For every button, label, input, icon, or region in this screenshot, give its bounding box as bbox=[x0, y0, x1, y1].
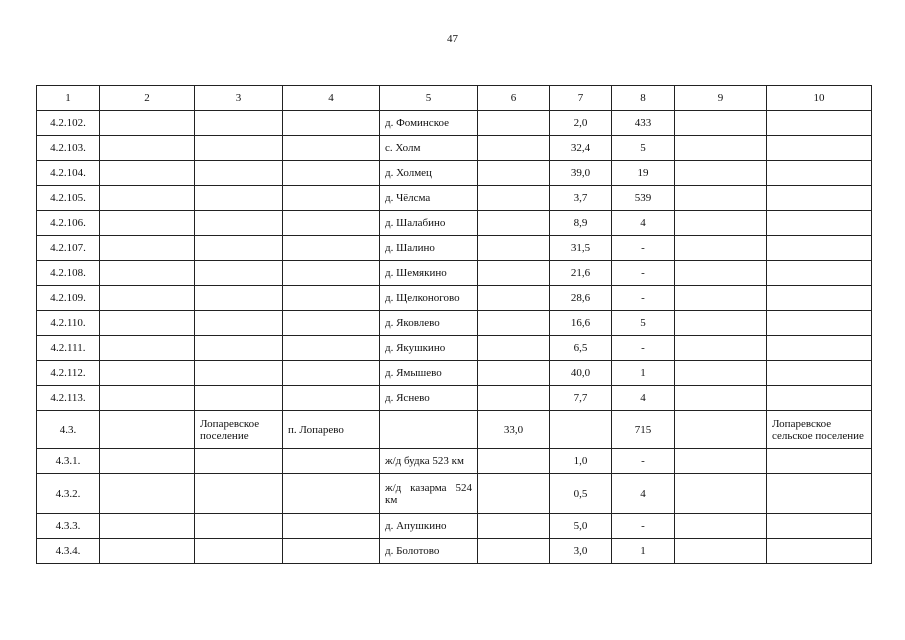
empty-cell bbox=[195, 286, 283, 311]
empty-cell bbox=[767, 539, 872, 564]
column-header: 10 bbox=[767, 86, 872, 111]
settlement-name bbox=[380, 539, 478, 564]
empty-cell bbox=[195, 186, 283, 211]
population-value: 1 bbox=[612, 539, 675, 564]
row-number: 4.2.111. bbox=[37, 336, 100, 361]
empty-cell bbox=[195, 236, 283, 261]
empty-cell bbox=[767, 449, 872, 474]
table-row bbox=[37, 236, 872, 261]
distance-value: 40,0 bbox=[550, 361, 612, 386]
empty-cell bbox=[100, 236, 195, 261]
distance-value: 2,0 bbox=[550, 111, 612, 136]
population-value: 4 bbox=[612, 386, 675, 411]
empty-cell bbox=[675, 539, 767, 564]
empty-cell bbox=[675, 186, 767, 211]
empty-cell bbox=[283, 286, 380, 311]
column-header: 3 bbox=[195, 86, 283, 111]
empty-cell bbox=[195, 386, 283, 411]
empty-cell bbox=[100, 539, 195, 564]
empty-cell bbox=[478, 111, 550, 136]
settlement-name-text: д. Апушкино bbox=[385, 520, 447, 532]
settlement-name bbox=[380, 336, 478, 361]
population-value: - bbox=[612, 261, 675, 286]
empty-cell bbox=[478, 186, 550, 211]
empty-cell bbox=[675, 311, 767, 336]
empty-cell bbox=[195, 311, 283, 336]
empty-cell bbox=[767, 336, 872, 361]
population-value: - bbox=[612, 449, 675, 474]
settlement-name-text: д. Ямышево bbox=[385, 367, 442, 379]
population-value: 539 bbox=[612, 186, 675, 211]
empty-cell bbox=[675, 261, 767, 286]
empty-cell bbox=[767, 211, 872, 236]
empty-cell bbox=[283, 514, 380, 539]
settlement-name bbox=[380, 449, 478, 474]
row-number: 4.2.107. bbox=[37, 236, 100, 261]
settlement-name-text: д. Яснево bbox=[385, 392, 430, 404]
column-header: 8 bbox=[612, 86, 675, 111]
row-number: 4.2.106. bbox=[37, 211, 100, 236]
settlement-authority: Лопаревское сельское поселение bbox=[767, 411, 872, 449]
column-header: 2 bbox=[100, 86, 195, 111]
settlement-name-text: с. Холм bbox=[385, 142, 421, 154]
population-value: 4 bbox=[612, 474, 675, 514]
table-row bbox=[37, 111, 872, 136]
empty-cell bbox=[100, 111, 195, 136]
table-row bbox=[37, 136, 872, 161]
table-row bbox=[37, 261, 872, 286]
empty-cell bbox=[478, 361, 550, 386]
settlement-name-text: д. Болотово bbox=[385, 545, 440, 557]
distance-value: 3,0 bbox=[550, 539, 612, 564]
settlement-name-text: ж/д будка 523 км bbox=[385, 455, 464, 467]
settlement-center: п. Лопарево bbox=[283, 411, 380, 449]
settlement-name bbox=[380, 186, 478, 211]
row-number: 4.3.4. bbox=[37, 539, 100, 564]
empty-cell bbox=[478, 336, 550, 361]
empty-cell bbox=[195, 336, 283, 361]
empty-cell bbox=[478, 211, 550, 236]
empty-cell bbox=[283, 186, 380, 211]
population-value: 5 bbox=[612, 136, 675, 161]
empty-cell bbox=[478, 514, 550, 539]
empty-cell bbox=[767, 261, 872, 286]
empty-cell bbox=[478, 539, 550, 564]
empty-cell bbox=[675, 514, 767, 539]
empty-cell bbox=[100, 136, 195, 161]
empty-cell bbox=[675, 336, 767, 361]
settlement-name bbox=[380, 136, 478, 161]
population-value: 715 bbox=[612, 411, 675, 449]
column-header: 1 bbox=[37, 86, 100, 111]
settlement-name bbox=[380, 161, 478, 186]
empty-cell bbox=[195, 136, 283, 161]
table-row bbox=[37, 186, 872, 211]
distance-value: 7,7 bbox=[550, 386, 612, 411]
table-row bbox=[37, 361, 872, 386]
row-number: 4.2.105. bbox=[37, 186, 100, 211]
distance-value: 31,5 bbox=[550, 236, 612, 261]
distance-value: 39,0 bbox=[550, 161, 612, 186]
column-header: 6 bbox=[478, 86, 550, 111]
settlement-name bbox=[380, 261, 478, 286]
settlement-name-text: д. Яковлево bbox=[385, 317, 440, 329]
table-row bbox=[37, 386, 872, 411]
distance-value: 0,5 bbox=[550, 474, 612, 514]
row-number: 4.3.2. bbox=[37, 474, 100, 514]
settlement-name bbox=[380, 311, 478, 336]
page-number: 47 bbox=[447, 33, 458, 45]
row-number: 4.2.109. bbox=[37, 286, 100, 311]
empty-cell bbox=[195, 539, 283, 564]
empty-cell bbox=[478, 286, 550, 311]
distance-value: 3,7 bbox=[550, 186, 612, 211]
column-header: 7 bbox=[550, 86, 612, 111]
table-header-row bbox=[37, 86, 872, 111]
settlement-name-text: д. Шалабино bbox=[385, 217, 446, 229]
empty-cell bbox=[478, 161, 550, 186]
distance-value: 32,4 bbox=[550, 136, 612, 161]
settlement-name bbox=[380, 211, 478, 236]
row-number: 4.2.112. bbox=[37, 361, 100, 386]
row-number: 4.2.113. bbox=[37, 386, 100, 411]
settlement-name bbox=[380, 361, 478, 386]
population-value: 5 bbox=[612, 311, 675, 336]
column-header: 9 bbox=[675, 86, 767, 111]
empty-cell bbox=[195, 111, 283, 136]
empty-cell bbox=[283, 111, 380, 136]
settlement-name-text: д. Якушкино bbox=[385, 342, 446, 354]
row-number: 4.2.104. bbox=[37, 161, 100, 186]
settlement-name-text: д. Холмец bbox=[385, 167, 432, 179]
column-header: 5 bbox=[380, 86, 478, 111]
settlement-name bbox=[380, 286, 478, 311]
table-row bbox=[37, 539, 872, 564]
table-row bbox=[37, 311, 872, 336]
empty-cell bbox=[675, 236, 767, 261]
empty-cell bbox=[767, 111, 872, 136]
row-number: 4.2.103. bbox=[37, 136, 100, 161]
empty-cell bbox=[195, 449, 283, 474]
table-row bbox=[37, 336, 872, 361]
empty-cell bbox=[100, 161, 195, 186]
empty-cell bbox=[675, 211, 767, 236]
empty-cell bbox=[478, 136, 550, 161]
empty-cell bbox=[675, 286, 767, 311]
settlements-table bbox=[36, 85, 872, 564]
empty-cell bbox=[283, 211, 380, 236]
row-number: 4.2.108. bbox=[37, 261, 100, 286]
population-value: 1 bbox=[612, 361, 675, 386]
empty-cell bbox=[283, 336, 380, 361]
distance-value: 1,0 bbox=[550, 449, 612, 474]
settlement-name bbox=[380, 474, 478, 514]
settlement-row bbox=[37, 411, 872, 449]
table-row bbox=[37, 161, 872, 186]
settlement-district: Лопаревское поселение bbox=[195, 411, 283, 449]
settlement-name-text: д. Шемякино bbox=[385, 267, 447, 279]
empty-cell bbox=[767, 361, 872, 386]
settlement-name-text: д. Фоминское bbox=[385, 117, 449, 129]
empty-cell bbox=[100, 514, 195, 539]
empty-cell bbox=[675, 161, 767, 186]
row-number: 4.2.110. bbox=[37, 311, 100, 336]
empty-cell bbox=[767, 136, 872, 161]
empty-cell bbox=[675, 449, 767, 474]
empty-cell bbox=[767, 286, 872, 311]
distance-value: 8,9 bbox=[550, 211, 612, 236]
empty-cell bbox=[675, 136, 767, 161]
empty-cell bbox=[767, 186, 872, 211]
table-row bbox=[37, 514, 872, 539]
empty-cell bbox=[675, 111, 767, 136]
empty-cell bbox=[767, 161, 872, 186]
settlement-name bbox=[380, 386, 478, 411]
empty-cell bbox=[380, 411, 478, 449]
settlement-name-text: д. Чёлсма bbox=[385, 192, 431, 204]
empty-cell bbox=[478, 236, 550, 261]
empty-cell bbox=[767, 311, 872, 336]
empty-cell bbox=[100, 286, 195, 311]
empty-cell bbox=[195, 211, 283, 236]
empty-cell bbox=[100, 386, 195, 411]
distance-value: 28,6 bbox=[550, 286, 612, 311]
population-value: 4 bbox=[612, 211, 675, 236]
empty-cell bbox=[195, 474, 283, 514]
empty-cell bbox=[283, 386, 380, 411]
empty-cell bbox=[767, 386, 872, 411]
distance-value: 16,6 bbox=[550, 311, 612, 336]
empty-cell bbox=[100, 474, 195, 514]
empty-cell bbox=[283, 539, 380, 564]
empty-cell bbox=[283, 311, 380, 336]
empty-cell bbox=[283, 361, 380, 386]
empty-cell bbox=[478, 311, 550, 336]
empty-cell bbox=[100, 261, 195, 286]
settlement-name bbox=[380, 514, 478, 539]
row-number: 4.3.1. bbox=[37, 449, 100, 474]
empty-cell bbox=[550, 411, 612, 449]
empty-cell bbox=[195, 514, 283, 539]
empty-cell bbox=[767, 474, 872, 514]
empty-cell bbox=[283, 261, 380, 286]
empty-cell bbox=[675, 411, 767, 449]
empty-cell bbox=[100, 361, 195, 386]
empty-cell bbox=[675, 386, 767, 411]
population-value: 19 bbox=[612, 161, 675, 186]
empty-cell bbox=[100, 186, 195, 211]
empty-cell bbox=[195, 161, 283, 186]
empty-cell bbox=[478, 261, 550, 286]
empty-cell bbox=[195, 361, 283, 386]
empty-cell bbox=[283, 236, 380, 261]
table-row bbox=[37, 286, 872, 311]
row-number: 4.2.102. bbox=[37, 111, 100, 136]
population-value: - bbox=[612, 286, 675, 311]
settlement-name-text: д. Шалино bbox=[385, 242, 435, 254]
empty-cell bbox=[767, 514, 872, 539]
empty-cell bbox=[100, 336, 195, 361]
empty-cell bbox=[100, 311, 195, 336]
empty-cell bbox=[283, 449, 380, 474]
population-value: - bbox=[612, 336, 675, 361]
empty-cell bbox=[478, 474, 550, 514]
population-value: - bbox=[612, 514, 675, 539]
empty-cell bbox=[100, 411, 195, 449]
settlement-name-text: д. Щелконогово bbox=[385, 292, 460, 304]
distance-value: 6,5 bbox=[550, 336, 612, 361]
empty-cell bbox=[478, 386, 550, 411]
empty-cell bbox=[283, 474, 380, 514]
column-header: 4 bbox=[283, 86, 380, 111]
settlement-name bbox=[380, 236, 478, 261]
population-value: - bbox=[612, 236, 675, 261]
empty-cell bbox=[478, 449, 550, 474]
empty-cell bbox=[675, 361, 767, 386]
empty-cell bbox=[675, 474, 767, 514]
table-row bbox=[37, 211, 872, 236]
empty-cell bbox=[283, 136, 380, 161]
empty-cell bbox=[100, 211, 195, 236]
empty-cell bbox=[195, 261, 283, 286]
table-row bbox=[37, 449, 872, 474]
table-row bbox=[37, 474, 872, 514]
empty-cell bbox=[767, 236, 872, 261]
empty-cell bbox=[100, 449, 195, 474]
population-value: 433 bbox=[612, 111, 675, 136]
distance-value: 33,0 bbox=[478, 411, 550, 449]
empty-cell bbox=[283, 161, 380, 186]
settlement-name bbox=[380, 111, 478, 136]
row-number: 4.3. bbox=[37, 411, 100, 449]
distance-value: 5,0 bbox=[550, 514, 612, 539]
distance-value: 21,6 bbox=[550, 261, 612, 286]
row-number: 4.3.3. bbox=[37, 514, 100, 539]
settlement-name-text: ж/д казарма 524 км bbox=[385, 481, 472, 506]
